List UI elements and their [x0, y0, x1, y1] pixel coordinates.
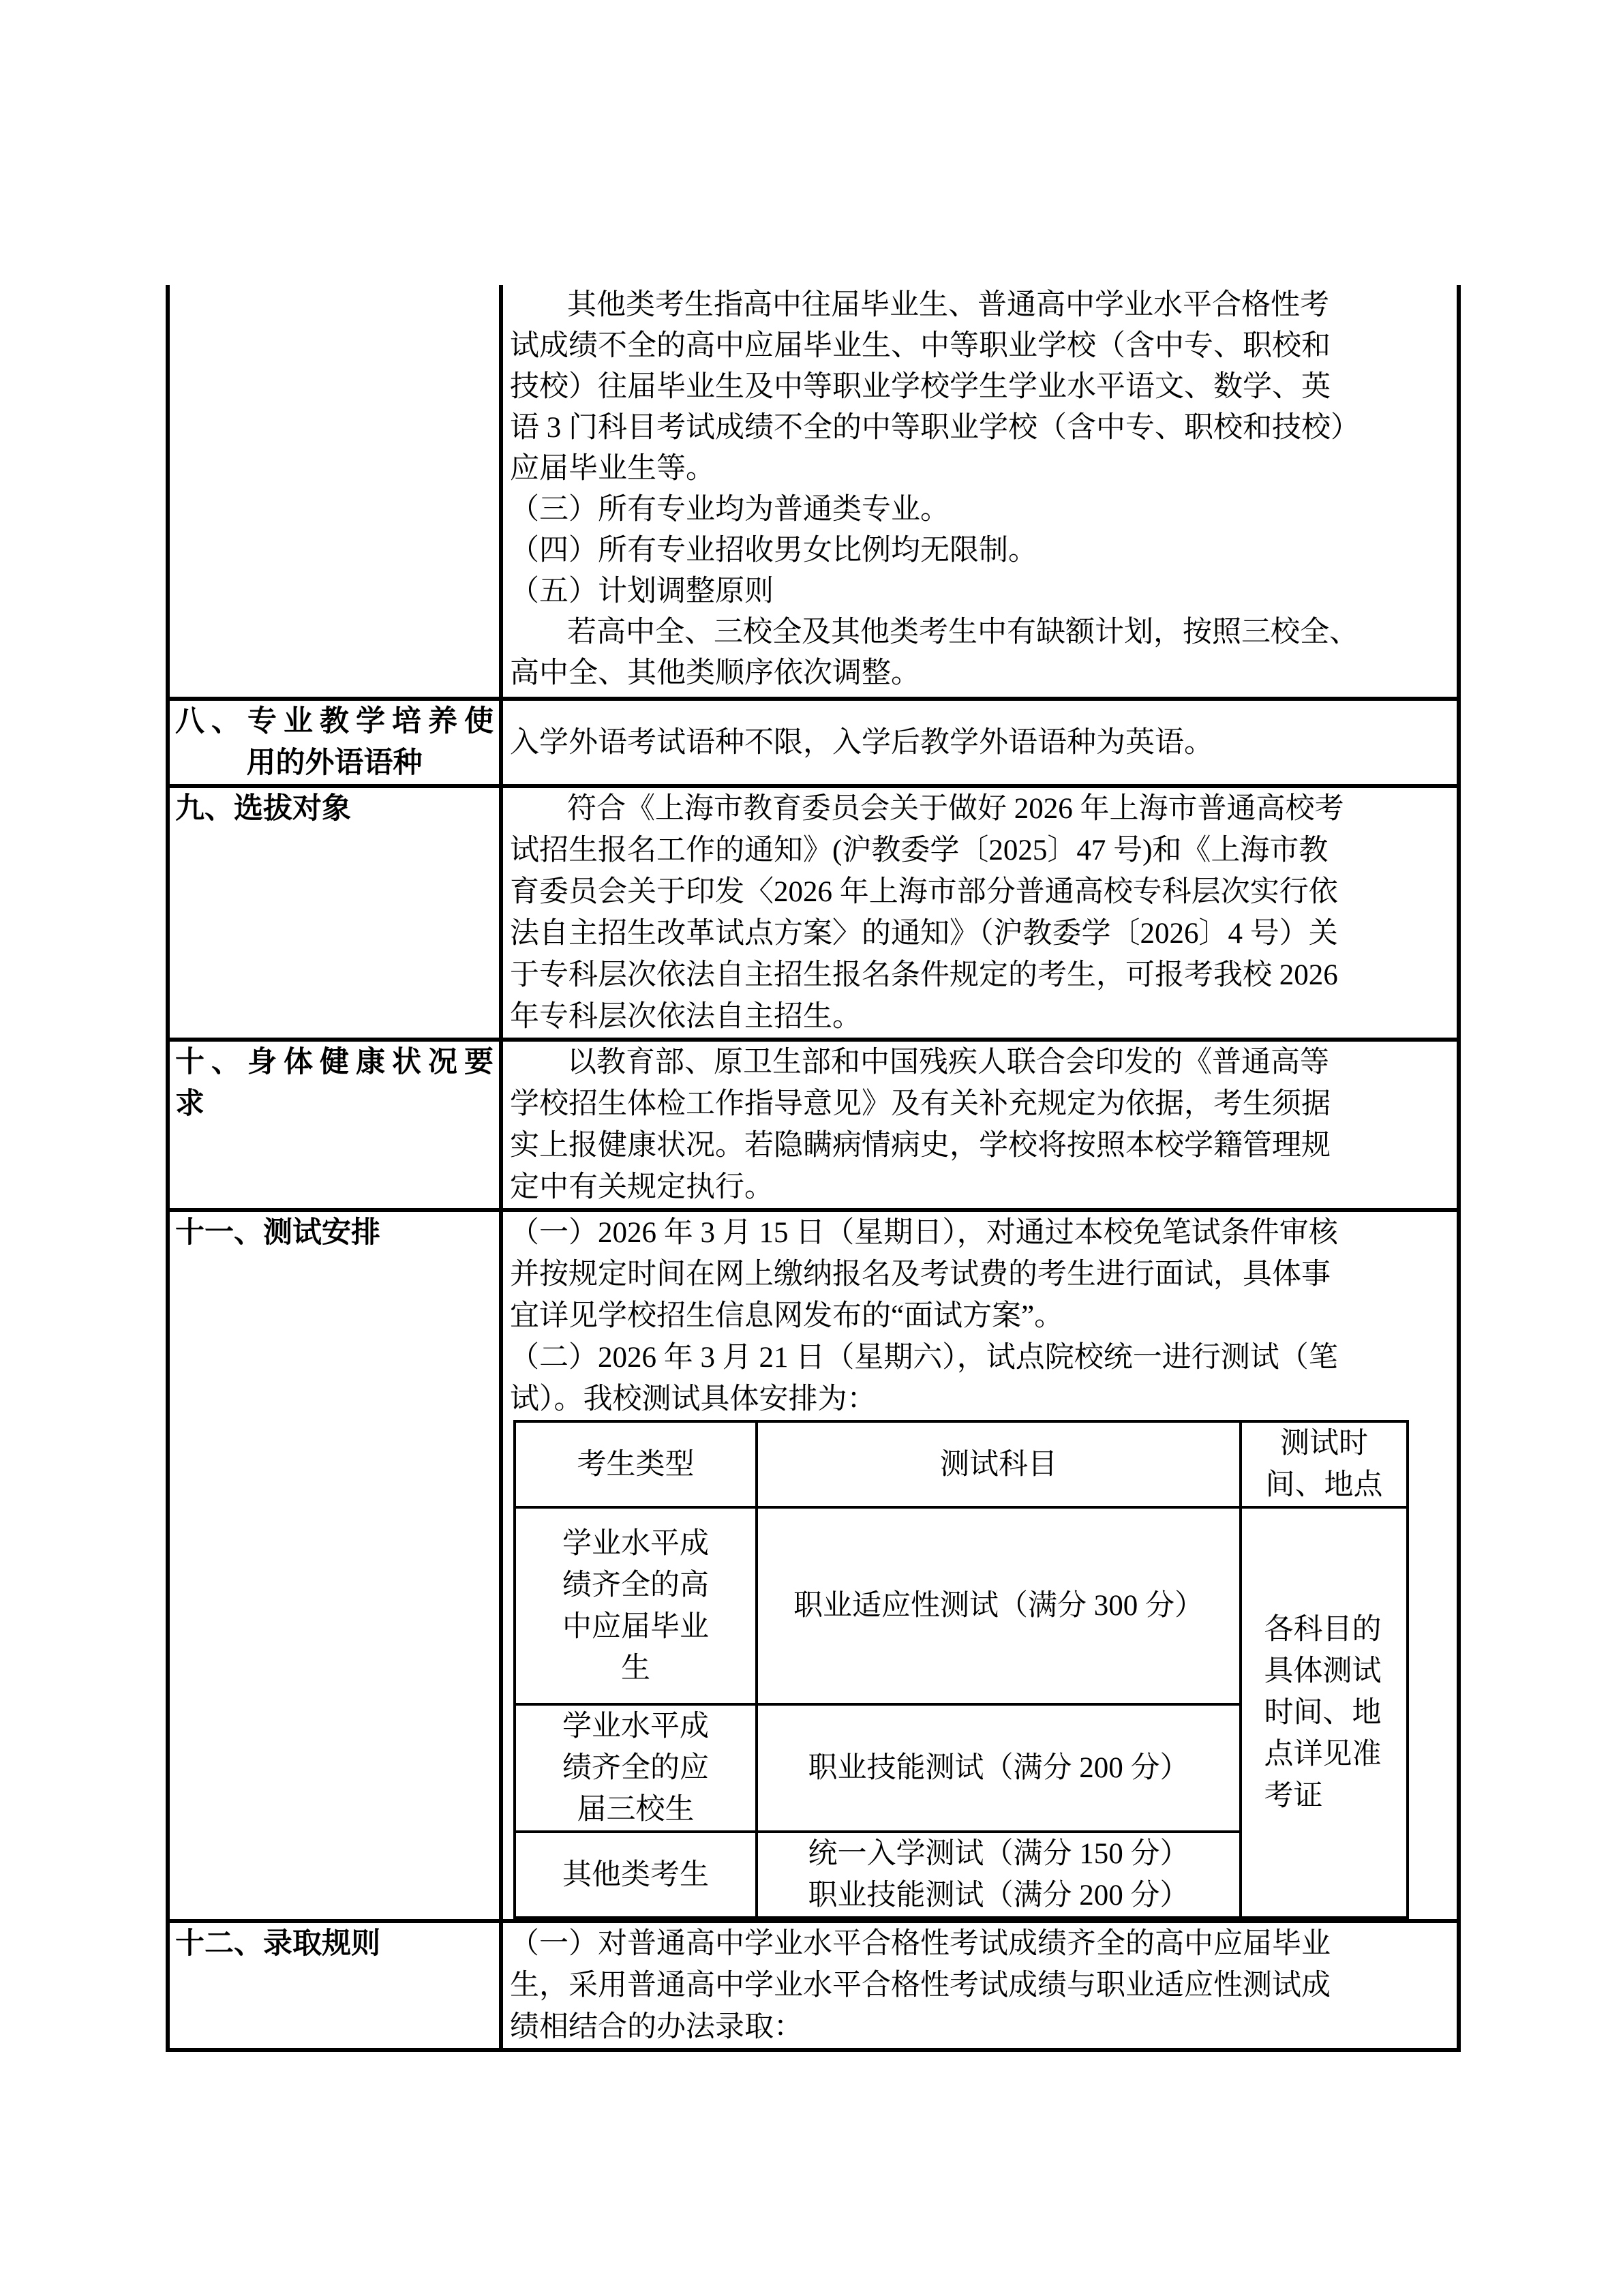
body-line: 语 3 门科目考试成绩不全的中等职业学校（含中专、职校和技校）	[510, 412, 1360, 444]
candidate-type-cell	[515, 1704, 757, 1832]
test-subject-cell: 职业适应性测试（满分 300 分）	[757, 1507, 1241, 1704]
body-line: （一）2026 年 3 月 15 日（星期日），对通过本校免笔试条件审核	[510, 1217, 1338, 1249]
row-eight-header-cell	[168, 699, 501, 786]
candidate-type-text: 学业水平成绩齐全的应届三校生	[562, 1710, 709, 1826]
table-row-eight	[168, 699, 1459, 786]
body-line: 以教育部、原卫生部和中国残疾人联合会印发的《普通高等	[567, 1046, 1329, 1078]
body-line: 学校招生体检工作指导意见》及有关补充规定为依据，考生须据	[510, 1088, 1331, 1120]
body-line: 若高中全、三校全及其他类考生中有缺额计划，按照三校全、	[567, 616, 1359, 648]
test-subject-cell	[757, 1832, 1241, 1918]
section-title-line: 用的外语语种	[246, 746, 423, 779]
body-line: （三）所有专业均为普通类专业。	[510, 494, 950, 526]
row-eight-body-cell	[501, 699, 1459, 786]
test-time-place-merged-cell	[1241, 1507, 1408, 1918]
row-twelve-body-cell	[501, 1921, 1459, 2050]
table-row-eleven	[168, 1210, 1459, 1921]
test-subject-cell: 职业技能测试（满分 200 分）	[757, 1704, 1241, 1832]
body-line: 法自主招生改革试点方案〉的通知》（沪教委学〔2026〕4 号）关	[510, 918, 1338, 950]
row-nine-header-cell	[168, 786, 501, 1040]
column-header-test-subject: 测试科目	[757, 1421, 1241, 1507]
regulations-table	[166, 285, 1461, 2052]
body-line: 试）。我校测试具体安排为：	[510, 1383, 877, 1415]
column-header-line: 间、地点	[1265, 1469, 1383, 1501]
section-title: 九、选拔对象	[175, 792, 351, 825]
row-nine-body-cell	[501, 786, 1459, 1040]
body-line: （四）所有专业招收男女比例均无限制。	[510, 534, 1037, 567]
test-schedule-table	[513, 1420, 1409, 1919]
section-title: 十二、录取规则	[175, 1927, 380, 1960]
body-line: 绩相结合的办法录取：	[510, 2011, 803, 2043]
candidate-type-text: 其他类考生	[562, 1858, 709, 1891]
row-eleven-body-cell	[501, 1210, 1459, 1921]
table-row-nine	[168, 786, 1459, 1040]
table-row-ten	[168, 1040, 1459, 1210]
candidate-type-text: 学业水平成绩齐全的高中应届毕业生	[562, 1527, 709, 1685]
body-line: 年专科层次依法自主招生。	[510, 1001, 862, 1033]
section-title-line: 求	[175, 1087, 204, 1120]
body-line: 宜详见学校招生信息网发布的“面试方案”。	[510, 1300, 1064, 1332]
body-line: 试招生报名工作的通知》(沪教委学〔2025〕47 号)和《上海市教	[510, 834, 1329, 866]
body-line: （五）计划调整原则	[510, 575, 774, 607]
body-line: 育委员会关于印发〈2026 年上海市部分普通高校专科层次实行依	[510, 876, 1338, 908]
body-line: 其他类考生指高中往届毕业生、普通高中学业水平合格性考	[567, 289, 1329, 321]
row-ten-body-cell	[501, 1040, 1459, 1210]
body-line: 实上报健康状况。若隐瞒病情病史，学校将按照本校学籍管理规	[510, 1130, 1331, 1162]
section-title: 十一、测试安排	[175, 1216, 380, 1249]
body-line: 应届毕业生等。	[510, 453, 715, 485]
body-line: 生，采用普通高中学业水平合格性考试成绩与职业适应性测试成	[510, 1969, 1331, 2002]
row-ten-header-cell	[168, 1040, 501, 1210]
table-row-twelve	[168, 1921, 1459, 2050]
section-title-line: 十、身体健康状况要	[175, 1046, 494, 1078]
row-twelve-header-cell	[168, 1921, 501, 2050]
test-table-header-row	[515, 1421, 1408, 1507]
column-header-test-time-place	[1241, 1421, 1408, 1507]
body-line: 定中有关规定执行。	[510, 1171, 774, 1203]
candidate-type-cell	[515, 1507, 757, 1704]
body-line: 高中全、其他类顺序依次调整。	[510, 657, 920, 689]
column-header-line: 测试时	[1280, 1428, 1368, 1460]
test-subject-line: 统一入学测试（满分 150 分）	[808, 1838, 1189, 1870]
body-line: 符合《上海市教育委员会关于做好 2026 年上海市普通高校考	[567, 793, 1344, 825]
test-time-place-note: 各科目的具体测试时间、地点详见准考证	[1264, 1613, 1382, 1812]
row-seven-header-cell-empty	[168, 285, 501, 699]
body-line: 试成绩不全的高中应届毕业生、中等职业学校（含中专、职校和	[510, 330, 1331, 362]
row-seven-body-cell	[501, 285, 1459, 699]
body-line: 技校）往届毕业生及中等职业学校学生学业水平语文、数学、英	[510, 371, 1331, 403]
candidate-type-cell	[515, 1832, 757, 1918]
table-row-seven-continued	[168, 285, 1459, 699]
body-line: （二）2026 年 3 月 21 日（星期六），试点院校统一进行测试（笔	[510, 1342, 1338, 1374]
body-line: 入学外语考试语种不限，入学后教学外语语种为英语。	[510, 726, 1213, 759]
body-line: 并按规定时间在网上缴纳报名及考试费的考生进行面试，具体事	[510, 1258, 1331, 1290]
body-line: （一）对普通高中学业水平合格性考试成绩齐全的高中应届毕业	[510, 1928, 1331, 1960]
test-subject-line: 职业技能测试（满分 200 分）	[808, 1879, 1189, 1912]
body-line: 于专科层次依法自主招生报名条件规定的考生，可报考我校 2026	[510, 959, 1338, 991]
section-title-line: 八、专业教学培养使	[175, 705, 494, 738]
column-header-candidate-type: 考生类型	[515, 1421, 757, 1507]
test-table-row	[515, 1507, 1408, 1704]
row-eleven-header-cell	[168, 1210, 501, 1921]
